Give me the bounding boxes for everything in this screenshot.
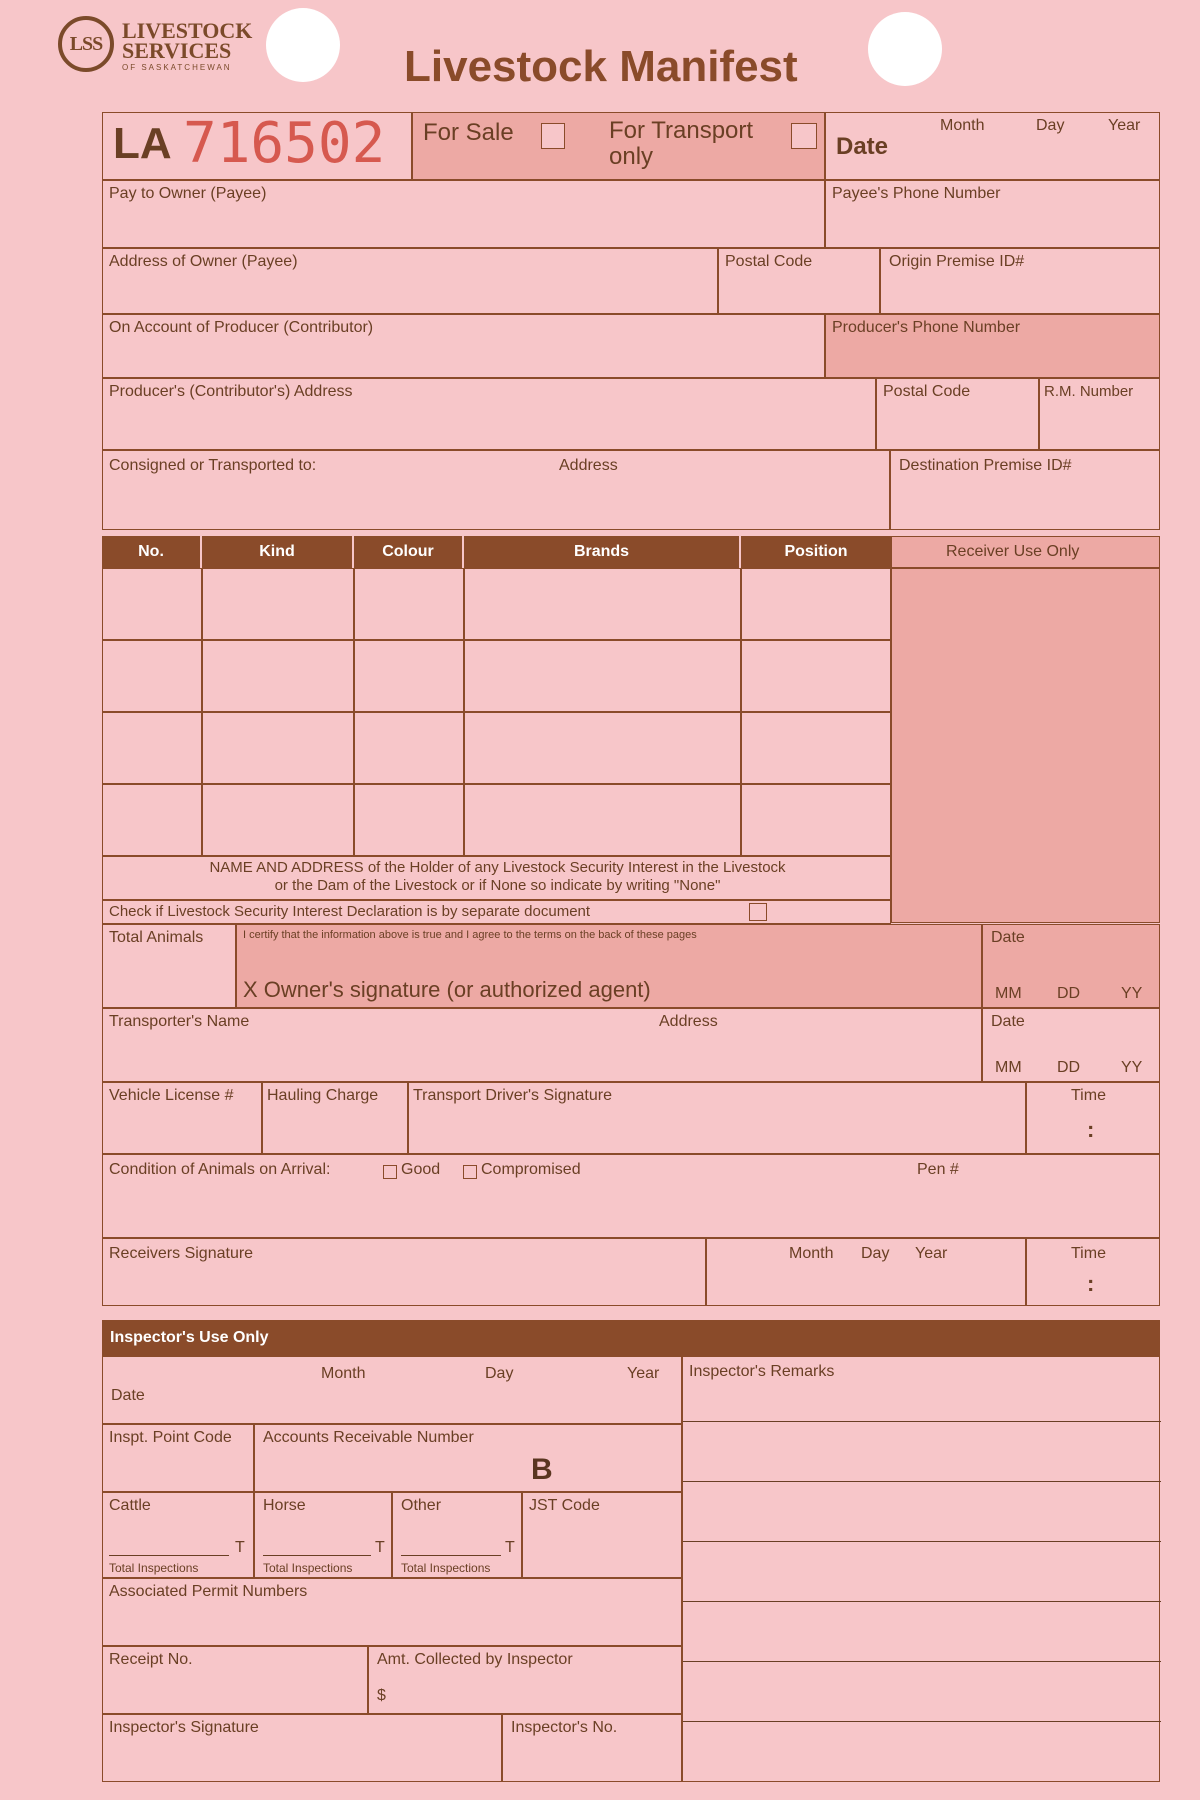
remarks-line [683,1601,1161,1602]
payee-phone-label: Payee's Phone Number [832,185,1001,202]
transport-time-label: Time [1071,1087,1106,1104]
col-header-no: No. [102,536,202,568]
origin-premise-field[interactable] [880,248,1160,314]
transporter-date-field[interactable] [982,1008,1160,1082]
transporter-date-yy: YY [1121,1059,1143,1076]
owner-date-label: Date [991,929,1025,946]
table-cell[interactable] [102,568,202,640]
table-cell[interactable] [354,568,464,640]
inspection-point-code-field[interactable] [102,1424,254,1492]
jst-code-label: JST Code [529,1497,600,1514]
table-cell[interactable] [102,712,202,784]
inspector-remarks-field[interactable] [682,1356,1160,1782]
for-transport-label: For Transport [609,117,754,144]
table-cell[interactable] [464,640,741,712]
owner-date-dd: DD [1057,985,1081,1002]
punch-hole-right [868,12,942,86]
receiver-time-field[interactable] [1026,1238,1160,1306]
transporter-name-field[interactable] [102,1008,982,1082]
receipt-number-label: Receipt No. [109,1651,193,1668]
serial-number: 716502 [183,111,386,176]
remarks-line [683,1481,1161,1482]
serial-prefix: LA [113,119,172,168]
other-entry-line [401,1555,501,1556]
certify-text: I certify that the information above is true and I agree to the terms on the back of these pages [243,929,697,941]
security-separate-label: Check if Livestock Security Interest Declaration is by separate document [109,903,591,920]
receiver-use-only-header [891,536,1160,568]
horse-entry-line [263,1555,371,1556]
hauling-charge-label: Hauling Charge [267,1087,379,1104]
horse-total-label: Total Inspections [263,1561,353,1575]
cattle-t-label: T [235,1539,245,1556]
table-cell[interactable] [741,784,891,856]
transporter-address-label: Address [659,1013,718,1030]
table-cell[interactable] [464,568,741,640]
producer-address-label: Producer's (Contributor's) Address [109,383,353,400]
pen-number-label: Pen # [917,1161,959,1178]
owner-signature-field[interactable] [236,924,982,1008]
inspector-month-label: Month [321,1365,366,1382]
page-title: Livestock Manifest [404,42,798,91]
date-day: Day [1036,117,1065,134]
accounts-receivable-prefix: B [531,1453,553,1486]
logo-text-line1: LIVESTOCK [122,18,253,43]
driver-signature-label: Transport Driver's Signature [413,1087,612,1104]
inspector-signature-field[interactable] [102,1714,502,1782]
table-cell[interactable] [354,712,464,784]
inspector-date-field[interactable] [102,1356,682,1424]
receiver-use-only-label: Receiver Use Only [946,543,1080,560]
other-label: Other [401,1497,442,1514]
producer-phone-label: Producer's Phone Number [832,319,1021,336]
security-separate-row [102,900,891,924]
total-animals-label: Total Animals [109,929,204,946]
accounts-receivable-label: Accounts Receivable Number [263,1429,474,1446]
permit-numbers-label: Associated Permit Numbers [109,1583,308,1600]
security-interest-field[interactable] [102,856,891,900]
inspector-remarks-label: Inspector's Remarks [689,1363,835,1380]
receiver-month-label: Month [789,1245,834,1262]
horse-inspections-field[interactable] [254,1492,392,1578]
for-transport-checkbox[interactable] [791,123,817,149]
inspector-section-header: Inspector's Use Only [102,1320,1160,1356]
other-t-label: T [505,1539,515,1556]
consigned-label: Consigned or Transported to: [109,457,317,474]
receiver-signature-field[interactable] [102,1238,706,1306]
cattle-inspections-field[interactable] [102,1492,254,1578]
owner-address-field[interactable] [102,248,718,314]
inspector-date-label: Date [111,1387,145,1404]
col-header-position: Position [741,536,891,568]
receiver-date-field[interactable] [706,1238,1026,1306]
arrival-condition-label: Condition of Animals on Arrival: [109,1161,331,1178]
horse-t-label: T [375,1539,385,1556]
owner-date-mm: MM [995,985,1022,1002]
punch-hole-left [266,8,340,82]
amount-dollar-sign: $ [377,1687,386,1704]
security-interest-line2: or the Dam of the Livestock or if None so indicate by writing "None" [274,877,721,894]
table-cell[interactable] [354,784,464,856]
table-cell[interactable] [741,568,891,640]
amount-collected-field[interactable] [368,1646,682,1714]
permit-numbers-field[interactable] [102,1578,682,1646]
table-cell[interactable] [102,640,202,712]
owner-address-label: Address of Owner (Payee) [109,253,298,270]
producer-postal-field[interactable] [876,378,1039,450]
col-header-colour: Colour [354,536,464,568]
table-cell[interactable] [102,784,202,856]
table-cell[interactable] [202,568,354,640]
owner-postal-label: Postal Code [725,253,813,270]
vehicle-license-field[interactable] [102,1082,262,1154]
receiver-year-label: Year [915,1245,948,1262]
inspector-signature-label: Inspector's Signature [109,1719,259,1736]
logo-text-line2: SERVICES [122,38,232,63]
origin-premise-label: Origin Premise ID# [889,253,1025,270]
horse-label: Horse [263,1497,306,1514]
transporter-date-label: Date [991,1013,1025,1030]
owner-signature-label: X Owner's signature (or authorized agent) [243,977,651,1002]
for-sale-checkbox[interactable] [541,123,565,149]
date-label: Date [836,133,889,160]
payee-label: Pay to Owner (Payee) [109,185,267,202]
remarks-line [683,1541,1161,1542]
producer-account-field[interactable] [102,314,825,378]
good-label: Good [401,1161,441,1178]
inspector-number-field[interactable] [502,1714,682,1782]
payee-phone-field[interactable] [825,180,1160,248]
producer-phone-field[interactable] [825,314,1160,378]
cattle-entry-line [109,1555,229,1556]
other-total-label: Total Inspections [401,1561,491,1575]
transport-time-field[interactable] [1026,1082,1160,1154]
table-cell[interactable] [464,712,741,784]
good-checkbox[interactable] [383,1165,397,1179]
cattle-label: Cattle [109,1497,151,1514]
jst-code-field[interactable] [522,1492,682,1578]
date-month: Month [940,117,985,134]
destination-premise-label: Destination Premise ID# [899,457,1072,474]
inspector-day-label: Day [485,1365,514,1382]
manifest-form [102,112,1160,1782]
remarks-line [683,1661,1161,1662]
date-field[interactable] [825,112,1160,180]
owner-date-yy: YY [1121,985,1143,1002]
for-sale-label: For Sale [423,119,514,146]
rm-number-label: R.M. Number [1044,383,1134,400]
producer-address-field[interactable] [102,378,876,450]
receiver-signature-label: Receivers Signature [109,1245,254,1262]
purpose-box [412,112,825,180]
logo-text-line3: OF SASKATCHEWAN [122,63,232,72]
receipt-number-field[interactable] [102,1646,368,1714]
table-cell[interactable] [741,640,891,712]
accounts-receivable-field[interactable] [254,1424,682,1492]
transporter-name-label: Transporter's Name [109,1013,250,1030]
table-cell[interactable] [741,712,891,784]
payee-field[interactable] [102,180,825,248]
table-cell[interactable] [202,784,354,856]
security-interest-line1: NAME AND ADDRESS of the Holder of any Livestock Security Interest in the Livestock [209,859,786,876]
other-inspections-field[interactable] [392,1492,522,1578]
destination-premise-field[interactable] [890,450,1160,530]
remarks-line [683,1421,1161,1422]
cattle-total-label: Total Inspections [109,1561,199,1575]
transporter-date-dd: DD [1057,1059,1081,1076]
date-year: Year [1108,117,1141,134]
receiver-time-colon: : [1087,1271,1095,1296]
remarks-line [683,1721,1161,1722]
transporter-date-mm: MM [995,1059,1022,1076]
inspector-year-label: Year [627,1365,660,1382]
consigned-address-label: Address [559,457,618,474]
producer-postal-label: Postal Code [883,383,971,400]
amount-collected-label: Amt. Collected by Inspector [377,1651,573,1668]
serial-box [102,112,412,180]
receiver-time-label: Time [1071,1245,1106,1262]
receiver-day-label: Day [861,1245,890,1262]
lss-logo [58,16,283,76]
logo-mark: LSS [58,16,114,72]
transport-time-colon: : [1087,1117,1095,1142]
hauling-charge-field[interactable] [262,1082,408,1154]
table-cell[interactable] [354,640,464,712]
table-cell[interactable] [464,784,741,856]
col-header-brands: Brands [464,536,741,568]
vehicle-license-label: Vehicle License # [109,1087,234,1104]
security-separate-checkbox[interactable] [749,903,767,921]
driver-signature-field[interactable] [408,1082,1026,1154]
for-transport-label-2: only [609,143,654,170]
compromised-label: Compromised [481,1161,581,1178]
arrival-condition-field [102,1154,1160,1238]
table-cell[interactable] [202,640,354,712]
inspection-point-code-label: Inspt. Point Code [109,1429,232,1446]
owner-postal-field[interactable] [718,248,880,314]
compromised-checkbox[interactable] [463,1165,477,1179]
producer-account-label: On Account of Producer (Contributor) [109,319,374,336]
table-cell[interactable] [202,712,354,784]
owner-signature-date-field[interactable] [982,924,1160,1008]
consigned-field[interactable] [102,450,890,530]
total-animals-field[interactable] [102,924,236,1008]
inspector-number-label: Inspector's No. [511,1719,618,1736]
rm-number-field[interactable] [1039,378,1160,450]
receiver-use-only-area [891,568,1160,923]
col-header-kind: Kind [202,536,354,568]
